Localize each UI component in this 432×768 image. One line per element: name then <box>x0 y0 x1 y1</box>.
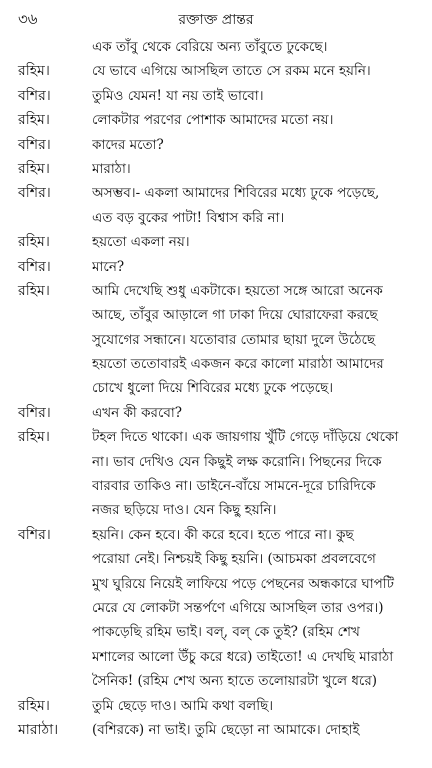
dialogue-row <box>0 230 432 254</box>
speaker-name: রহিম। <box>18 112 50 129</box>
speaker-name: রহিম। <box>18 282 50 299</box>
dialogue-row <box>0 133 432 157</box>
dialogue-text <box>92 255 414 279</box>
dialogue-row <box>0 157 432 181</box>
text-line: আছে, তাঁবুর আড়ালে গা ঢাকা দিয়ে ঘোরাফেরা করছে <box>92 307 378 324</box>
dialogue-row <box>0 718 432 742</box>
speaker-name: রহিম। <box>18 160 50 177</box>
speaker-name: মারাঠা। <box>18 721 59 738</box>
text-line: (বশিরকে) না ভাই। তুমি ছেড়ো না আমাকে। দোহাই <box>92 721 360 738</box>
speaker-name: বশির। <box>18 136 51 153</box>
speaker-name: রহিম। <box>18 63 50 80</box>
dialogue-text <box>92 84 414 108</box>
dialogue-row <box>0 425 432 523</box>
text-line: নজর ছড়িয়ে দাও। যেন কিছু হয়নি। <box>92 502 277 519</box>
text-line: টহল দিতে থাকো। এক জায়গায় খুঁটি গেড়ে দাঁড়িয়ে থেকো <box>92 429 399 446</box>
text-line: এক তাঁবু থেকে বেরিয়ে অন্য তাঁবুতে ঢুকেছে। <box>92 39 328 55</box>
dialogue-row <box>0 279 432 401</box>
dialogue-text <box>92 401 414 425</box>
dialogue-row <box>0 84 432 108</box>
text-line: মুখ ঘুরিয়ে নিয়েই লাফিয়ে পড়ে পেছনের অন্ধকারে ঘাপটি <box>92 575 394 592</box>
text-line: আমি দেখেছি শুধু একটাকে। হয়তো সঙ্গে আরো অনেক <box>92 282 383 299</box>
text-line: হয়তো একলা নয়। <box>92 234 190 251</box>
text-line: চোখে ধুলো দিয়ে শিবিরের মধ্যে ঢুকে পড়েছে। <box>92 380 334 397</box>
page-header <box>0 6 432 30</box>
dialogue-text <box>92 279 414 401</box>
text-line: এখন কী করবো? <box>92 404 183 421</box>
text-line: তুমি ছেড়ে দাও। আমি কথা বলছি। <box>92 697 274 714</box>
text-line: হয়তো ততোবারই একজন করে কালো মারাঠা আমাদের <box>92 356 384 373</box>
dialogue-row <box>0 694 432 718</box>
page-number: ৩৬ <box>18 10 38 28</box>
text-line: বারবার তাকিও না। ডাইনে-বাঁয়ে সামনে-দূরে চারিদিকে <box>92 478 376 495</box>
text-line: যে ভাবে এগিয়ে আসছিল তাতে সে রকম মনে হয়নি। <box>92 63 371 80</box>
dialogue-row <box>0 35 432 59</box>
dialogue-text <box>92 35 414 59</box>
speaker-name: বশির। <box>18 526 51 543</box>
dialogue-text <box>92 59 414 83</box>
speaker-name <box>0 35 92 59</box>
dialogue-row <box>0 523 432 694</box>
speaker-name: বশির। <box>18 87 51 104</box>
text-line: সৈনিক! (রহিম শেখ অন্য হাতে তলোয়ারটা খুলে ধরে) <box>92 673 378 690</box>
text-line: এত বড় বুকের পাটা! বিশ্বাস করি না। <box>92 209 285 226</box>
dialogue-text <box>92 694 414 718</box>
dialogue-body <box>0 35 432 742</box>
text-line: লোকটার পরণের পোশাক আমাদের মতো নয়। <box>92 112 334 129</box>
dialogue-row <box>0 181 432 230</box>
dialogue-text <box>92 108 414 132</box>
dialogue-text <box>92 230 414 254</box>
text-line: মেরে যে লোকটা সন্তর্পণে এগিয়ে আসছিল তার ওপর।) <box>92 599 384 616</box>
text-line: হয়নি। কেন হবে। কী করে হবে। হতে পারে না। কুছ <box>92 526 354 543</box>
text-line: পরোয়া নেই। নিশ্চয়ই কিছু হয়নি। (আচমকা প্রবলবেগে <box>92 551 376 568</box>
dialogue-row <box>0 59 432 83</box>
dialogue-text <box>92 523 414 694</box>
text-line: তুমিও যেমন! যা নয় তাই ভাবো। <box>92 87 264 104</box>
speaker-name: রহিম। <box>18 429 50 446</box>
text-line: অসম্ভব।- একলা আমাদের শিবিরের মধ্যে ঢুকে পড়েছে, <box>92 185 380 202</box>
dialogue-row <box>0 255 432 279</box>
text-line: মানে? <box>92 258 125 275</box>
dialogue-row <box>0 108 432 132</box>
text-line: না। ভাব দেখিও যেন কিছুই লক্ষ করোনি। পিছনের দিকে <box>92 453 382 470</box>
speaker-name: রহিম। <box>18 697 50 714</box>
dialogue-text <box>92 157 414 181</box>
speaker-name: বশির। <box>18 185 51 202</box>
dialogue-text <box>92 718 414 742</box>
text-line: পাকড়েছি রহিম ভাই। বল্‌, বল্‌ কে তুই? (রহিম শেখ <box>92 624 360 641</box>
dialogue-text <box>92 133 414 157</box>
text-line: মারাঠা। <box>92 160 131 177</box>
text-line: সুযোগের সন্ধানে। যতোবার তোমার ছায়া দুলে উঠেছে <box>92 331 376 348</box>
speaker-name: বশির। <box>18 404 51 421</box>
dialogue-row <box>0 401 432 425</box>
speaker-name: বশির। <box>18 258 51 275</box>
dialogue-text <box>92 181 414 230</box>
text-line: কাদের মতো? <box>92 136 164 153</box>
dialogue-text <box>92 425 414 523</box>
text-line: মশালের আলো উঁচু করে ধরে) তাইতো! এ দেখছি মারাঠা <box>92 648 394 665</box>
speaker-name: রহিম। <box>18 234 50 251</box>
running-title: রক্তাক্ত প্রান্তর <box>178 12 254 28</box>
